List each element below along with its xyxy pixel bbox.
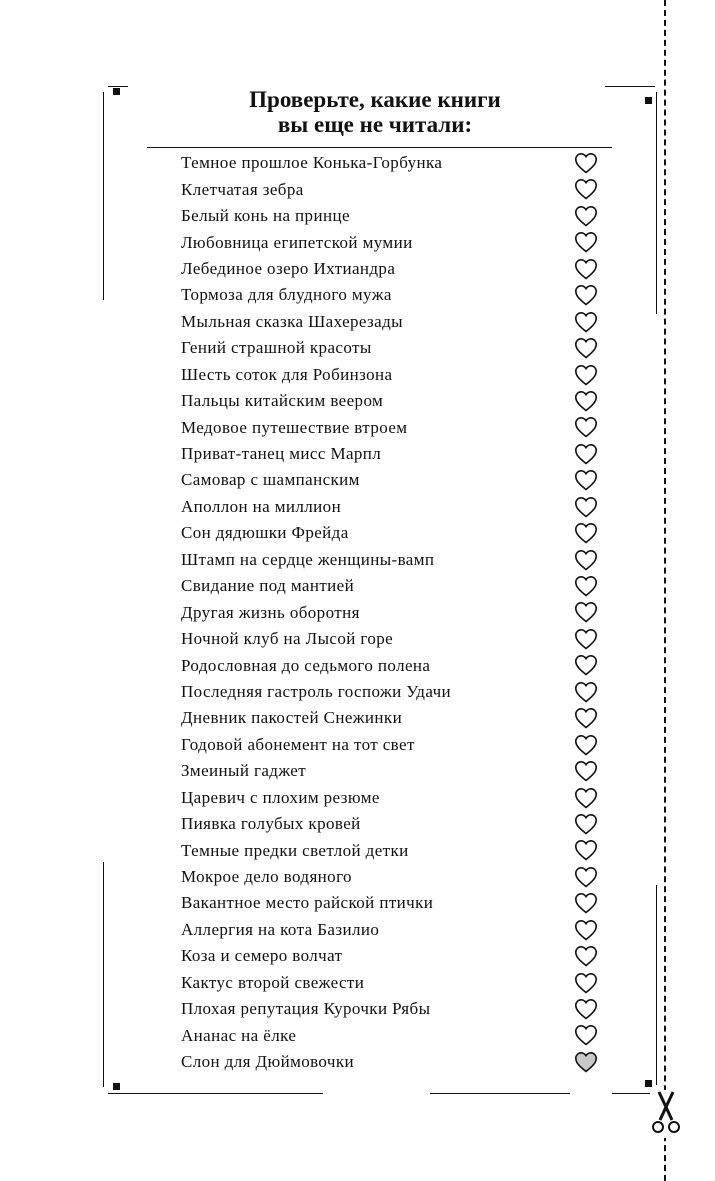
title-divider [147,147,612,148]
heart-icon[interactable] [574,549,598,571]
heart-icon[interactable] [574,337,598,359]
heart-icon[interactable] [574,443,598,465]
book-title: Самовар с шампанским [181,470,360,490]
book-title: Слон для Дюймовочки [181,1052,355,1072]
book-title: Родословная до седьмого полена [181,655,431,675]
frame-bottom-right [430,1093,570,1094]
heart-icon[interactable] [574,390,598,412]
heart-icon[interactable] [574,681,598,703]
book-item [181,150,611,176]
book-title: Ананас на ёлке [181,1025,297,1045]
frame-top-right [605,86,655,87]
heart-icon[interactable] [574,152,598,174]
book-title: Коза и семеро волчат [181,946,343,966]
book-item [181,785,611,811]
book-item [181,917,611,943]
book-item [181,705,611,731]
heart-icon[interactable] [574,839,598,861]
book-title: Темные предки светлой детки [181,840,409,860]
book-item [181,414,611,440]
heart-icon[interactable] [574,284,598,306]
book-title: Пиявка голубых кровей [181,814,361,834]
cut-line [664,0,666,1181]
book-item [181,626,611,652]
book-item [181,732,611,758]
book-title: Кактус второй свежести [181,972,365,992]
frame-top-left [108,86,128,87]
book-title: Мыльная сказка Шахерезады [181,311,403,331]
heart-icon[interactable] [574,866,598,888]
heart-icon[interactable] [574,205,598,227]
heart-icon[interactable] [574,787,598,809]
book-title: Шесть соток для Робинзона [181,364,393,384]
book-title: Годовой абонемент на тот свет [181,734,415,754]
heart-icon[interactable] [574,311,598,333]
heart-icon[interactable] [574,258,598,280]
heart-icon[interactable] [574,707,598,729]
book-item [181,1049,611,1075]
book-item [181,547,611,573]
book-title: Белый конь на принце [181,206,350,226]
book-item [181,441,611,467]
book-item [181,282,611,308]
book-item [181,996,611,1022]
book-item [181,811,611,837]
book-title: Клетчатая зебра [181,179,304,199]
book-title: Ночной клуб на Лысой горе [181,629,394,649]
heart-icon[interactable] [574,522,598,544]
book-title: Тормоза для блудного мужа [181,285,392,305]
heart-icon[interactable] [574,364,598,386]
book-item [181,494,611,520]
book-item [181,652,611,678]
heart-icon[interactable] [574,945,598,967]
book-title: Сон дядюшки Фрейда [181,523,349,543]
book-title: Дневник пакостей Снежинки [181,708,403,728]
book-item [181,309,611,335]
book-item [181,362,611,388]
book-title: Темное прошлое Конька-Горбунка [181,153,443,173]
book-title: Последняя гастроль госпожи Удачи [181,681,452,701]
book-title: Любовница египетской мумии [181,232,413,252]
book-title: Вакантное место райской птички [181,893,434,913]
book-title: Свидание под мантией [181,576,355,596]
frame-left-bottom [103,862,104,1087]
book-item [181,837,611,863]
book-item [181,229,611,255]
corner-bottom-right [645,1080,652,1087]
heart-icon[interactable] [574,416,598,438]
heart-icon[interactable] [574,1024,598,1046]
heart-icon[interactable] [574,654,598,676]
heart-icon[interactable] [574,813,598,835]
book-item [181,758,611,784]
book-item [181,573,611,599]
book-item [181,1022,611,1048]
scissors-icon [650,1090,682,1138]
heart-icon[interactable] [574,575,598,597]
frame-right-bottom [656,885,657,1085]
book-item [181,943,611,969]
heart-icon[interactable] [574,998,598,1020]
heart-icon[interactable] [574,628,598,650]
corner-top-right [645,97,652,104]
book-title: Плохая репутация Курочки Рябы [181,999,431,1019]
book-title: Лебединое озеро Ихтиандра [181,258,396,278]
book-title: Аллергия на кота Базилио [181,919,380,939]
heart-icon[interactable] [574,919,598,941]
book-item [181,467,611,493]
book-item [181,890,611,916]
book-title: Гений страшной красоты [181,338,372,358]
book-title: Аполлон на миллион [181,496,342,516]
frame-bottom-left [108,1093,323,1094]
frame-left-top [103,92,104,300]
heart-icon[interactable] [574,496,598,518]
book-item [181,599,611,625]
book-title: Пальцы китайским веером [181,391,384,411]
book-item [181,176,611,202]
book-item [181,679,611,705]
book-item [181,864,611,890]
title-line-2: вы еще не читали: [277,112,473,137]
book-title: Царевич с плохим резюме [181,787,380,807]
heart-icon[interactable] [574,734,598,756]
book-item [181,335,611,361]
heart-icon[interactable] [574,892,598,914]
book-title: Штамп на сердце женщины-вамп [181,549,435,569]
book-item [181,388,611,414]
book-item [181,520,611,546]
book-item [181,203,611,229]
heart-icon[interactable] [574,601,598,623]
corner-bottom-left [113,1083,120,1090]
corner-top-left [113,88,120,95]
heart-icon[interactable] [574,760,598,782]
book-title: Другая жизнь оборотня [181,602,360,622]
heart-icon[interactable] [574,178,598,200]
heart-icon[interactable] [574,1051,598,1073]
book-item [181,256,611,282]
book-title: Мокрое дело водяного [181,867,352,887]
book-title: Змеиный гаджет [181,761,307,781]
heart-icon[interactable] [574,972,598,994]
book-title: Приват-танец мисс Марпл [181,444,382,464]
book-item [181,970,611,996]
book-list [181,150,611,1075]
book-title: Медовое путешествие втроем [181,417,408,437]
frame-right-top [656,92,657,314]
page-title [150,87,600,137]
title-line-1: Проверьте, какие книги [249,87,501,112]
heart-icon[interactable] [574,231,598,253]
heart-icon[interactable] [574,469,598,491]
